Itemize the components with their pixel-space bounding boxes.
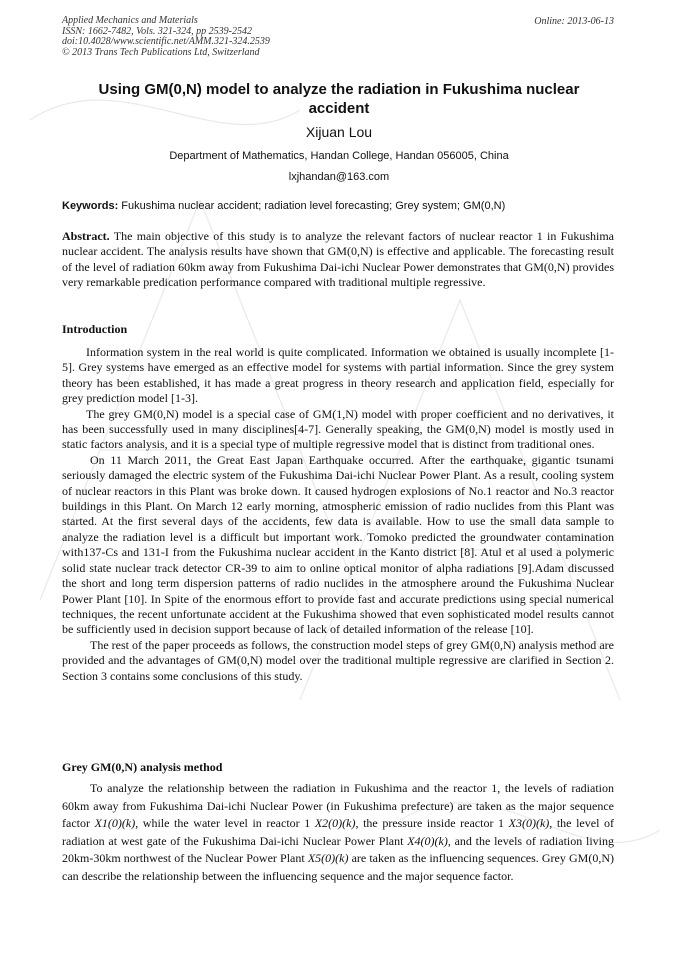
online-date: Online: 2013-06-13 (534, 16, 614, 27)
sequence-x3: X3(0)(k) (508, 816, 550, 830)
intro-paragraph: The rest of the paper proceeds as follows, the construction model steps of grey GM(0,N) analysis method are provided and the advantages of GM(0,N) model over the traditional multiple regressive are clarified in Section 2. Section 3 contains some conclusions of this study. (62, 637, 614, 683)
method-text: , the pressure inside reactor 1 (355, 816, 509, 830)
doi-line: doi:10.4028/www.scientific.net/AMM.321-324.2539 (62, 36, 270, 48)
keywords (62, 200, 614, 212)
method-text: To analyze the relationship between the radiation in Fukushima and the reactor 1, the levels of radiation 60km away from Fukushima Dai-ichi Nuclear Power (in Fukushima prefecture) are taken as the major sequence factor (62, 781, 614, 830)
sequence-x4: X4(0)(k) (407, 833, 448, 848)
abstract-label: Abstract. (62, 229, 110, 243)
intro-paragraph: Information system in the real world is quite complicated. Information we obtained is usually incomplete [1-5]. Grey systems have emerged as an effective model for systems with partial information. Since the grey system theory has been established, it has made a great progress in theory research and application field, especially for grey prediction model [1-3]. (62, 345, 614, 406)
intro-paragraph: On 11 March 2011, the Great East Japan Earthquake occurred. After the earthquake, gigantic tsunami seriously damaged the electric system of the Fukushima Dai-ichi Nuclear Power Plant. As a result, cooling system of nuclear reactors in this Plant was broke down. It caused hydrogen explosions of No.1 reactor and No.3 reactor buildings in this Plant. On March 12 early morning, atmospheric emission of radio nuclides from this Plant was started. At the first several days of the accidents, few data is available. How to use the small data sample to analyze the radiation level is a difficult but important work. Tomoko predicted the groundwater contamination with137-Cs and 131-I from the Fukushima nuclear accident in the Kanto district [8]. Atul et al used a polymeric solid state nuclear track detector CR-39 to aim to online optical monitor of alpha radiations [9].Adam discussed the short and long term dispersion patterns of radio nuclides in the atmosphere around the Fukushima Nuclear Power Plant [10]. In Spite of the enormous effort to provide fast and accurate predictions using special numerical techniques, the recent unfortunate accident at the Fukushima showed that even sophisticated model results cannot be sufficiently used in decision support because of lack of detailed information of the release [10]. (62, 452, 614, 637)
paper-title: Using GM(0,N) model to analyze the radiation in Fukushima nuclear accident (98, 81, 580, 117)
sequence-x2: X2(0)(k) (314, 816, 356, 830)
copyright-line: © 2013 Trans Tech Publications Ltd, Switzerland (62, 46, 260, 58)
method-heading: Grey GM(0,N) analysis method (62, 760, 223, 774)
method-text: , while the water level in reactor 1 (135, 816, 315, 830)
method-text: are taken as the influencing sequences. Grey GM(0,N) can describe the relationship between the influencing sequence and the major sequence factor. (62, 851, 614, 883)
introduction-body (62, 345, 614, 684)
abstract-text: The main objective of this study is to analyze the relevant factors of nuclear reactor 1 in Fukushima nuclear accident. The analysis results have shown that GM(0,N) is effective and applicable. The forecasting result of the level of radiation 60km away from Fukushima Dai-ichi Nuclear Power demonstrates that GM(0,N) provides very remarkable predication performance compared with traditional multiple regressive. (62, 229, 614, 290)
introduction-heading: Introduction (62, 322, 128, 336)
affiliation: Department of Mathematics, Handan College, Handan 056005, China (169, 150, 509, 162)
method-body (62, 780, 614, 885)
abstract (62, 229, 614, 291)
publication-info (62, 16, 270, 58)
method-text: , and the levels of radiation living 20km-30km northwest of the Nuclear Power Plant (62, 833, 614, 865)
method-text: , the level of radiation at west gate of the Fukushima Dai-ichi Nuclear Power Plant (62, 816, 614, 848)
method-paragraph (62, 780, 614, 885)
author-email: lxjhandan@163.com (288, 171, 390, 183)
sequence-x1: X1(0)(k) (94, 816, 136, 830)
author-name: Xijuan Lou (305, 124, 373, 140)
journal-name: Applied Mechanics and Materials (62, 15, 198, 26)
intro-paragraph: The grey GM(0,N) model is a special case of GM(1,N) model with proper coefficient and no derivatives, it has been successfully used in many disciplines[4-7]. Generally speaking, the GM(0,N) model is mostly used in static factors analysis, and it is a special type of multiple regressive model that is distinct from traditional ones. (62, 406, 614, 452)
keywords-label: Keywords: (62, 200, 119, 212)
sequence-x5: X5(0)(k) (307, 851, 349, 865)
keywords-text: Fukushima nuclear accident; radiation level forecasting; Grey system; GM(0,N) (118, 200, 506, 212)
issn-line: ISSN: 1662-7482, Vols. 321-324, pp 2539-2542 (62, 25, 252, 37)
